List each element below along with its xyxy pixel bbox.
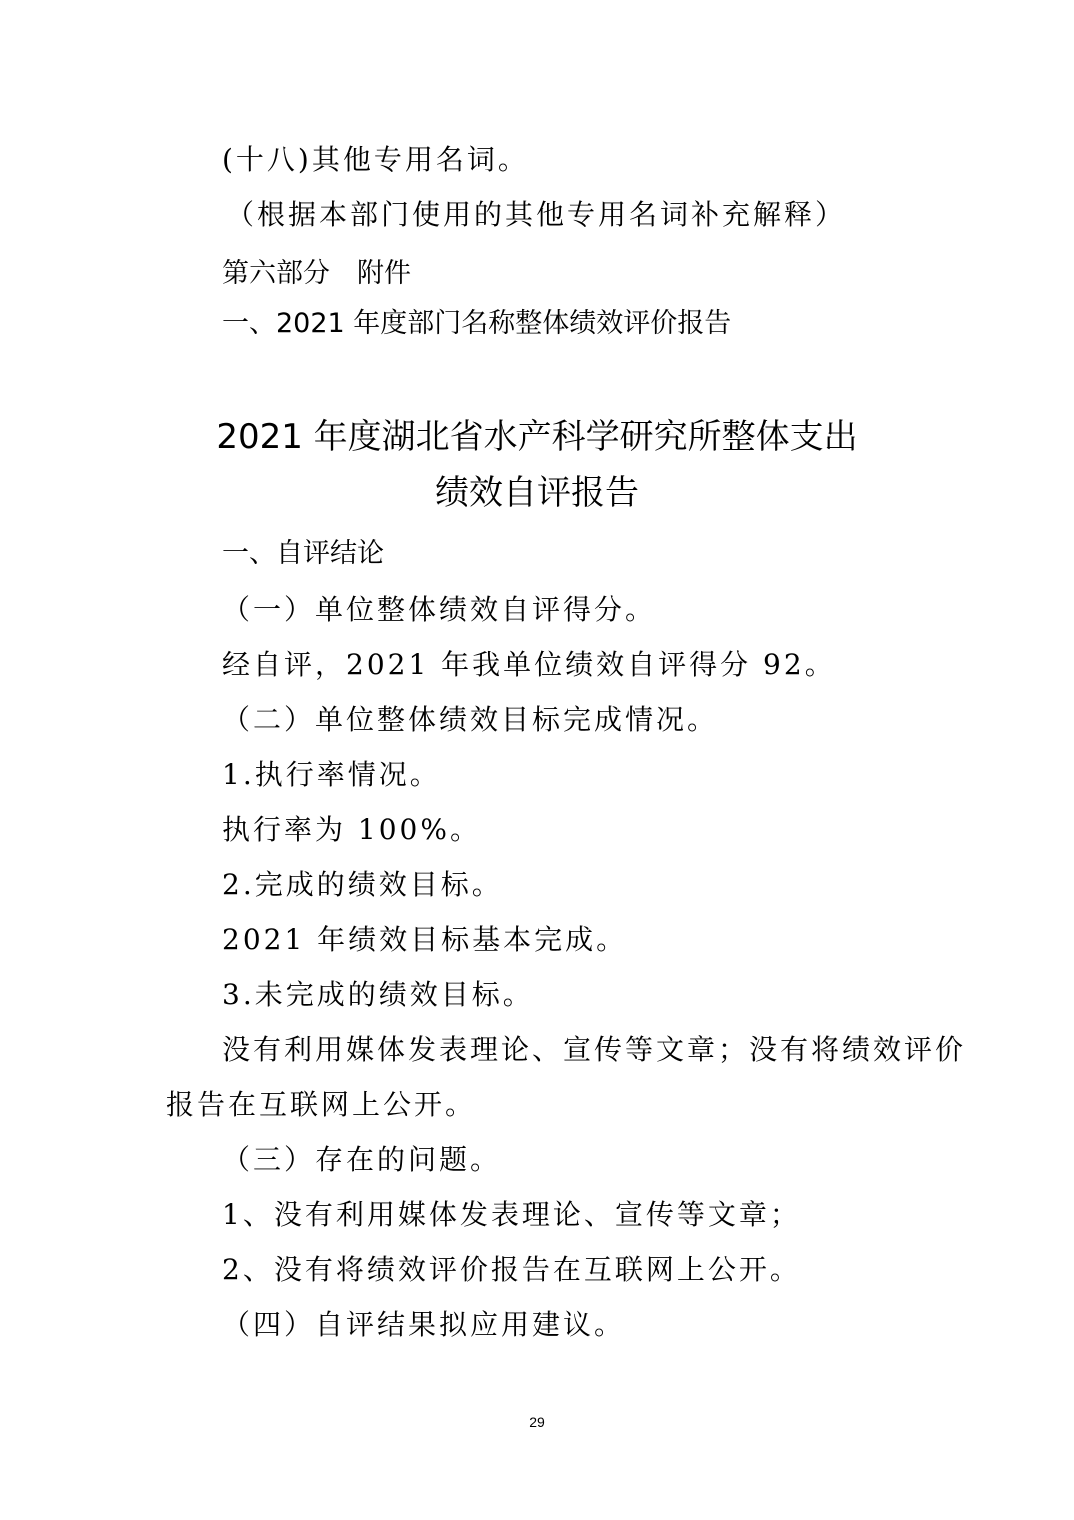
problem-item-1: 1、没有利用媒体发表理论、宣传等文章； <box>222 1198 801 1231</box>
item-completed-targets: 2.完成的绩效目标。 <box>222 868 503 901</box>
item-uncompleted-targets: 3.未完成的绩效目标。 <box>222 978 534 1011</box>
completed-targets-paragraph: 2021 年绩效目标基本完成。 <box>222 923 628 956</box>
report-title-line-2: 绩效自评报告 <box>435 473 639 513</box>
item-18-note: （根据本部门使用的其他专用名词补充解释） <box>226 198 847 231</box>
execution-rate-paragraph: 执行率为 100%。 <box>222 813 481 846</box>
subsection-heading-suggestions: （四）自评结果拟应用建议。 <box>222 1308 626 1341</box>
part-six-heading: 第六部分 附件 <box>222 258 411 289</box>
subsection-heading-targets: （二）单位整体绩效目标完成情况。 <box>222 703 719 736</box>
section-heading-conclusion: 一、自评结论 <box>222 538 384 569</box>
subsection-heading-problems: （三）存在的问题。 <box>222 1143 502 1176</box>
problem-item-2: 2、没有将绩效评价报告在互联网上公开。 <box>222 1253 801 1286</box>
uncompleted-paragraph-line-1: 没有利用媒体发表理论、宣传等文章；没有将绩效评价 <box>222 1033 967 1066</box>
attachment-one-heading: 一、2021 年度部门名称整体绩效评价报告 <box>222 308 732 339</box>
subsection-heading-score: （一）单位整体绩效自评得分。 <box>222 593 657 626</box>
score-paragraph: 经自评，2021 年我单位绩效自评得分 92。 <box>222 648 836 681</box>
report-title-line-1: 2021 年度湖北省水产科学研究所整体支出 <box>216 417 858 457</box>
item-execution-rate: 1.执行率情况。 <box>222 758 441 791</box>
page-number: 29 <box>529 1414 545 1430</box>
uncompleted-paragraph-line-2: 报告在互联网上公开。 <box>166 1088 477 1121</box>
item-18-heading: (十八)其他专用名词。 <box>222 143 529 176</box>
